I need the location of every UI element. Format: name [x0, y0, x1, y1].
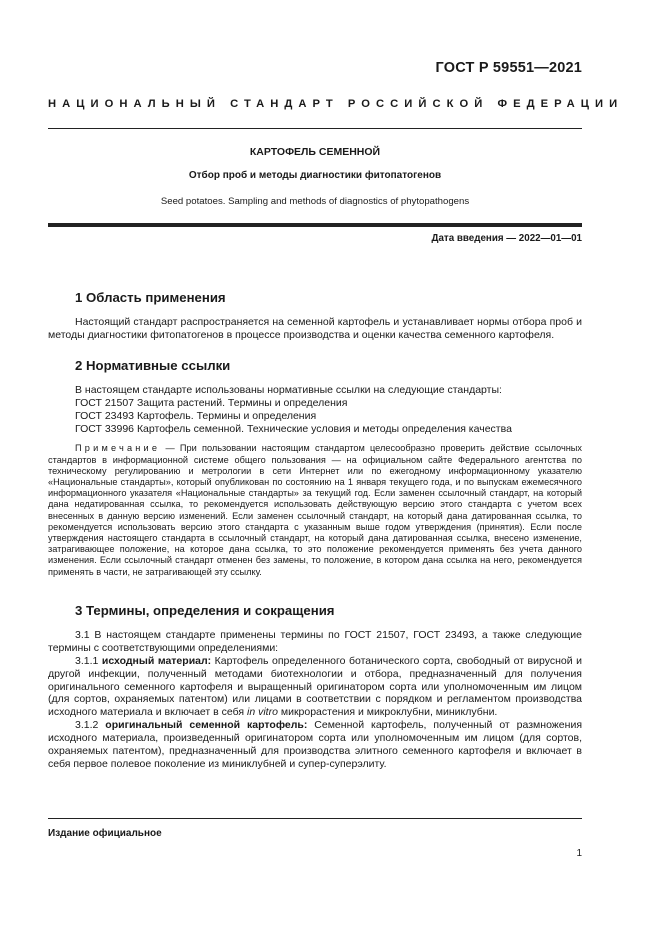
references-intro: В настоящем стандарте использованы нормативные ссылки на следующие стандарты:	[75, 383, 502, 396]
reference-item: ГОСТ 21507 Защита растений. Термины и определения	[75, 396, 348, 409]
term-number: 3.1.2	[75, 719, 106, 732]
section-3-heading: 3 Термины, определения и сокращения	[75, 602, 335, 618]
term-3-1-1	[48, 655, 582, 720]
national-standard-banner: НАЦИОНАЛЬНЫЙ СТАНДАРТ РОССИЙСКОЙ ФЕДЕРАЦИИ	[48, 98, 624, 110]
reference-item: ГОСТ 23493 Картофель. Термины и определения	[75, 409, 317, 422]
section-1-text: Настоящий стандарт распространяется на семенной картофель и устанавливает нормы отбора проб и методы диагностики фитопатогенов в процессе производства и оценки качества семенного картофеля.	[48, 316, 582, 341]
header-rule	[48, 128, 582, 129]
note-text: — При пользовании настоящим стандартом целесообразно проверить действие ссылочных стандартов в информационной системе общего пользования — на официальном сайте Федерального агентства по техническому регулированию и метрологии в сети Интернет или по ежегодному информационному указателю «Национальные стандарты», который опубликован по состоянию на 1 января текущего года, и по выпускам ежемесячного информационного указателя «Национальные стандарты» за текущий год. Если заменен ссылочный стандарт, на который дана недатированная ссылка, то рекомендуется использовать действующую версию этого стандарта с учетом всех внесенных в данную версию изменений. Если заменен ссылочный стандарт, на который дана датированная ссылка, то рекомендуется использовать версию этого стандарта с указанным выше годом утверждения (принятия). Если после утверждения настоящего стандарта в ссылочный стандарт, на который дана датированная ссылка, внесено изменение, затрагивающее положение, на которое дана ссылка, то это положение рекомендуется применять без учета данного изменения. Если ссылочный стандарт отменен без замены, то положение, в котором дана ссылка на него, рекомендуется применять в части, не затрагивающей эту ссылку.	[48, 443, 582, 577]
term-italic: in vitro	[247, 706, 278, 719]
note-label: Примечание	[75, 443, 161, 454]
gost-code: ГОСТ Р 59551—2021	[435, 60, 582, 76]
official-edition-label: Издание официальное	[48, 828, 162, 839]
term-definition: Картофель определенного ботанического сорта, свободный от вирусной и другой инфекции, полученный методами биотехнологии и отбора, предназначенный для получения оригинального семенного картофеля и выращенный оригинатором сорта или уполномоченным им лицом (для сортов, охраняемых патентом) или лицами в соответствии с порядком и регламентом производства исходного материала и включает в себя	[48, 654, 582, 719]
english-title: Seed potatoes. Sampling and methods of diagnostics of phytopathogens	[160, 196, 470, 207]
reference-note	[48, 443, 582, 577]
term-name: исходный материал:	[101, 654, 212, 667]
section-2-heading: 2 Нормативные ссылки	[75, 357, 231, 373]
page-number: 1	[576, 848, 582, 859]
document-body	[48, 290, 582, 771]
term-3-1-2	[48, 719, 582, 771]
term-definition-end: микрорастения и микроклубни, миниклубни.	[277, 706, 498, 719]
document-subtitle: Отбор проб и методы диагностики фитопатогенов	[188, 170, 442, 181]
introduction-date: Дата введения — 2022—01—01	[431, 233, 582, 244]
title-rule	[48, 223, 582, 227]
section-1-heading: 1 Область применения	[75, 290, 226, 305]
document-title: КАРТОФЕЛЬ СЕМЕННОЙ	[249, 146, 381, 158]
footer-rule	[48, 818, 582, 819]
term-definition: Семенной картофель, полученный от размножения исходного материала, произведенный оригинатором сорта или уполномоченным им лицом (для сортов, охраняемых патентом), предназначенный для производства элитного семенного картофеля и включает в себя первое полевое поколение из миниклубней и супер-суперэлиту.	[48, 719, 583, 770]
reference-item: ГОСТ 33996 Картофель семенной. Технические условия и методы определения качества	[75, 422, 512, 435]
term-number: 3.1.1	[75, 654, 102, 667]
normative-references	[48, 384, 582, 436]
section-3-1-text: 3.1 В настоящем стандарте применены термины по ГОСТ 21507, ГОСТ 23493, а также следующие термины с соответствующими определениями:	[48, 628, 582, 654]
term-name: оригинальный семенной картофель:	[105, 719, 308, 732]
